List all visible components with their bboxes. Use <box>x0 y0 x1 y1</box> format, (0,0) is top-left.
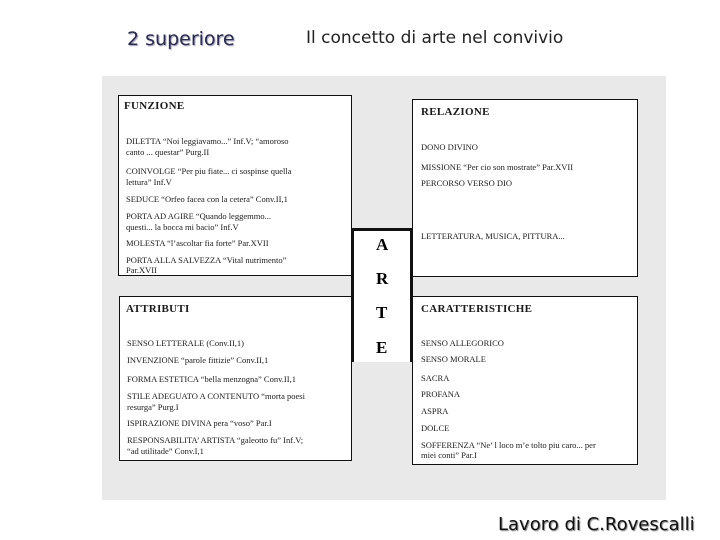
arte-center-box <box>351 228 413 362</box>
caratteristiche-line: SENSO ALLEGORICO <box>421 338 504 348</box>
box-relazione-title: RELAZIONE <box>421 106 490 118</box>
relazione-line: DONO DIVINO <box>421 142 478 152</box>
funzione-line: PORTA AD AGIRE “Quando leggemmo... <box>126 211 271 221</box>
relazione-line: PERCORSO VERSO DIO <box>421 178 513 188</box>
caratteristiche-line: SOFFERENZA “Ne’ l loco m’e tolto piu caro... per <box>421 440 596 450</box>
funzione-line: PORTA ALLA SALVEZZA “Vital nutrimento” <box>126 255 287 265</box>
arte-letter: E <box>376 338 388 357</box>
attributi-line: RESPONSABILITA’ ARTISTA “galeotto fu” Inf.V; <box>127 435 304 445</box>
attributi-line: FORMA ESTETICA “bella menzogna” Conv.II,1 <box>127 374 296 384</box>
funzione-line: Par.XVII <box>126 265 157 275</box>
class-label: 2 superiore <box>127 28 235 50</box>
box-caratteristiche-title: CARATTERISTICHE <box>421 303 533 315</box>
box-funzione <box>118 95 352 276</box>
attributi-line: INVENZIONE “parole fittizie” Conv.II,1 <box>127 355 269 365</box>
box-relazione <box>412 99 638 277</box>
footer-credit: Lavoro di C.Rovescalli <box>498 514 695 535</box>
caratteristiche-line: ASPRA <box>421 406 449 416</box>
arte-letter: A <box>376 235 389 254</box>
relazione-line: MISSIONE “Per cio son mostrate” Par.XVII <box>421 162 574 172</box>
attributi-line: ISPIRAZIONE DIVINA pera “voso” Par.I <box>127 418 272 428</box>
box-attributi <box>119 296 352 461</box>
funzione-line: questi... la bocca mi bacio” Inf.V <box>126 222 239 232</box>
caratteristiche-line: SENSO MORALE <box>421 354 486 364</box>
caratteristiche-line: miei conti” Par.I <box>421 450 477 460</box>
box-funzione-title: FUNZIONE <box>124 100 185 112</box>
funzione-line: canto ... questar” Purg.II <box>126 147 210 157</box>
funzione-line: MOLESTA “l’ascoltar fia forte” Par.XVII <box>126 238 269 248</box>
funzione-line: COINVOLGE “Per piu fiate... ci sospinse quella <box>126 166 292 176</box>
slide-title: Il concetto di arte nel convivio <box>306 28 564 48</box>
attributi-line: “ad utilitade” Conv.I,1 <box>127 446 204 456</box>
attributi-line: SENSO LETTERALE (Conv.II,1) <box>127 338 245 348</box>
box-attributi-title: ATTRIBUTI <box>126 303 190 315</box>
box-caratteristiche <box>412 296 638 465</box>
caratteristiche-line: PROFANA <box>421 389 461 399</box>
funzione-line: lettura” Inf.V <box>126 177 172 187</box>
caratteristiche-line: DOLCE <box>421 423 450 433</box>
arte-letter: R <box>376 269 389 288</box>
arte-letter: T <box>376 303 388 322</box>
funzione-line: DILETTA “Noi leggiavamo...” Inf.V; “amoroso <box>126 136 289 146</box>
attributi-line: resurga” Purg.I <box>127 402 179 412</box>
funzione-line: SEDUCE “Orfeo facea con la cetera” Conv.II,1 <box>126 194 288 204</box>
relazione-line: LETTERATURA, MUSICA, PITTURA... <box>421 231 565 241</box>
caratteristiche-line: SACRA <box>421 373 450 383</box>
attributi-line: STILE ADEGUATO A CONTENUTO “morta poesi <box>127 391 305 401</box>
